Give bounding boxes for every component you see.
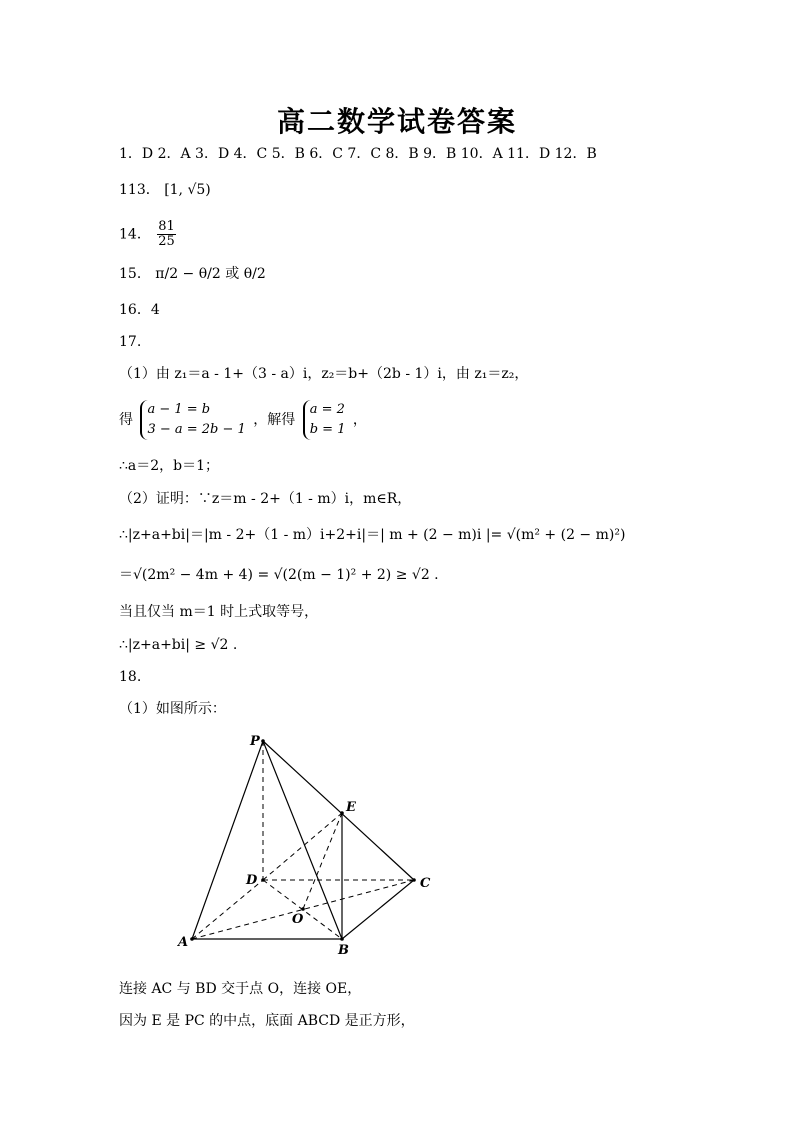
q18-text-line1: 连接 AC 与 BD 交于点 O，连接 OE， <box>119 981 362 997</box>
q17-part2-line3: ＝√(2m² − 4m + 4) = √(2(m − 1)² + 2) ≥ √2 . <box>119 567 439 583</box>
answer-16: 16．4 <box>119 302 160 318</box>
system1-eq2: 3 − a = 2b − 1 <box>147 422 246 437</box>
answers-1-12: 1．D 2．A 3．D 4．C 5．B 6．C 7．C 8．B 9．B 10．A 11．D 12．B <box>119 146 597 162</box>
answer-15-label: 15． <box>119 266 151 282</box>
answer-14 <box>119 220 178 249</box>
equation-system-1 <box>140 400 245 440</box>
q17-part1-line2 <box>119 400 367 440</box>
q17-part1-line3: ∴a＝2，b＝1； <box>119 458 220 474</box>
label-E: E <box>346 800 356 815</box>
label-O: O <box>292 912 304 927</box>
answer-14-numerator: 81 <box>158 219 175 234</box>
answer-13-value: [1, √5) <box>164 182 211 198</box>
system2-eq2: b = 1 <box>309 422 346 437</box>
q17-part2-line5: ∴|z+a+bi| ≥ √2 . <box>119 637 238 653</box>
answer-15-expression: π/2 − θ/2 或 θ/2 <box>155 266 266 282</box>
q17-part2-line4: 当且仅当 m＝1 时上式取等号， <box>119 604 319 620</box>
segment-OE <box>303 813 342 909</box>
label-C: C <box>420 876 431 891</box>
q17-part1-line1: （1）由 z₁＝a - 1+（3 - a）i，z₂＝b+（2b - 1）i，由 z₁＝z₂， <box>119 366 529 382</box>
q17-comma: ， <box>352 412 367 428</box>
q17-de: 得 <box>119 412 133 428</box>
q17-part2-line1: （2）证明：∵z＝m - 2+（1 - m）i，m∈R， <box>119 491 412 507</box>
label-A: A <box>178 935 189 950</box>
label-D: D <box>246 873 258 888</box>
answer-14-fraction <box>157 220 176 249</box>
system1-eq1: a − 1 = b <box>147 402 211 417</box>
pyramid-figure <box>170 728 440 958</box>
q18-label: 18. <box>119 669 142 685</box>
edge-BC <box>342 880 414 939</box>
answer-15 <box>119 265 266 283</box>
answer-13 <box>119 181 211 199</box>
q18-part1: （1）如图所示： <box>119 701 226 717</box>
edge-DE <box>263 813 342 880</box>
answer-14-denominator: 25 <box>158 234 175 249</box>
label-B: B <box>338 943 349 958</box>
q17-part2-line2: ∴|z+a+bi|＝|m - 2+（1 - m）i+2+i|＝| m + (2 − m)i |= √(m² + (2 − m)²) <box>119 527 626 543</box>
answer-13-label: 113． <box>119 182 160 198</box>
edge-PC <box>263 741 414 880</box>
label-P: P <box>250 734 260 749</box>
q17-label: 17. <box>119 334 142 350</box>
q18-text-line2: 因为 E 是 PC 的中点，底面 ABCD 是正方形， <box>119 1013 415 1029</box>
system2-eq1: a = 2 <box>309 402 345 417</box>
page-title: 高二数学试卷答案 <box>276 105 517 138</box>
answer-14-label: 14． <box>119 226 151 243</box>
q17-jiede: ，解得 <box>253 412 296 428</box>
equation-system-2 <box>303 400 346 440</box>
